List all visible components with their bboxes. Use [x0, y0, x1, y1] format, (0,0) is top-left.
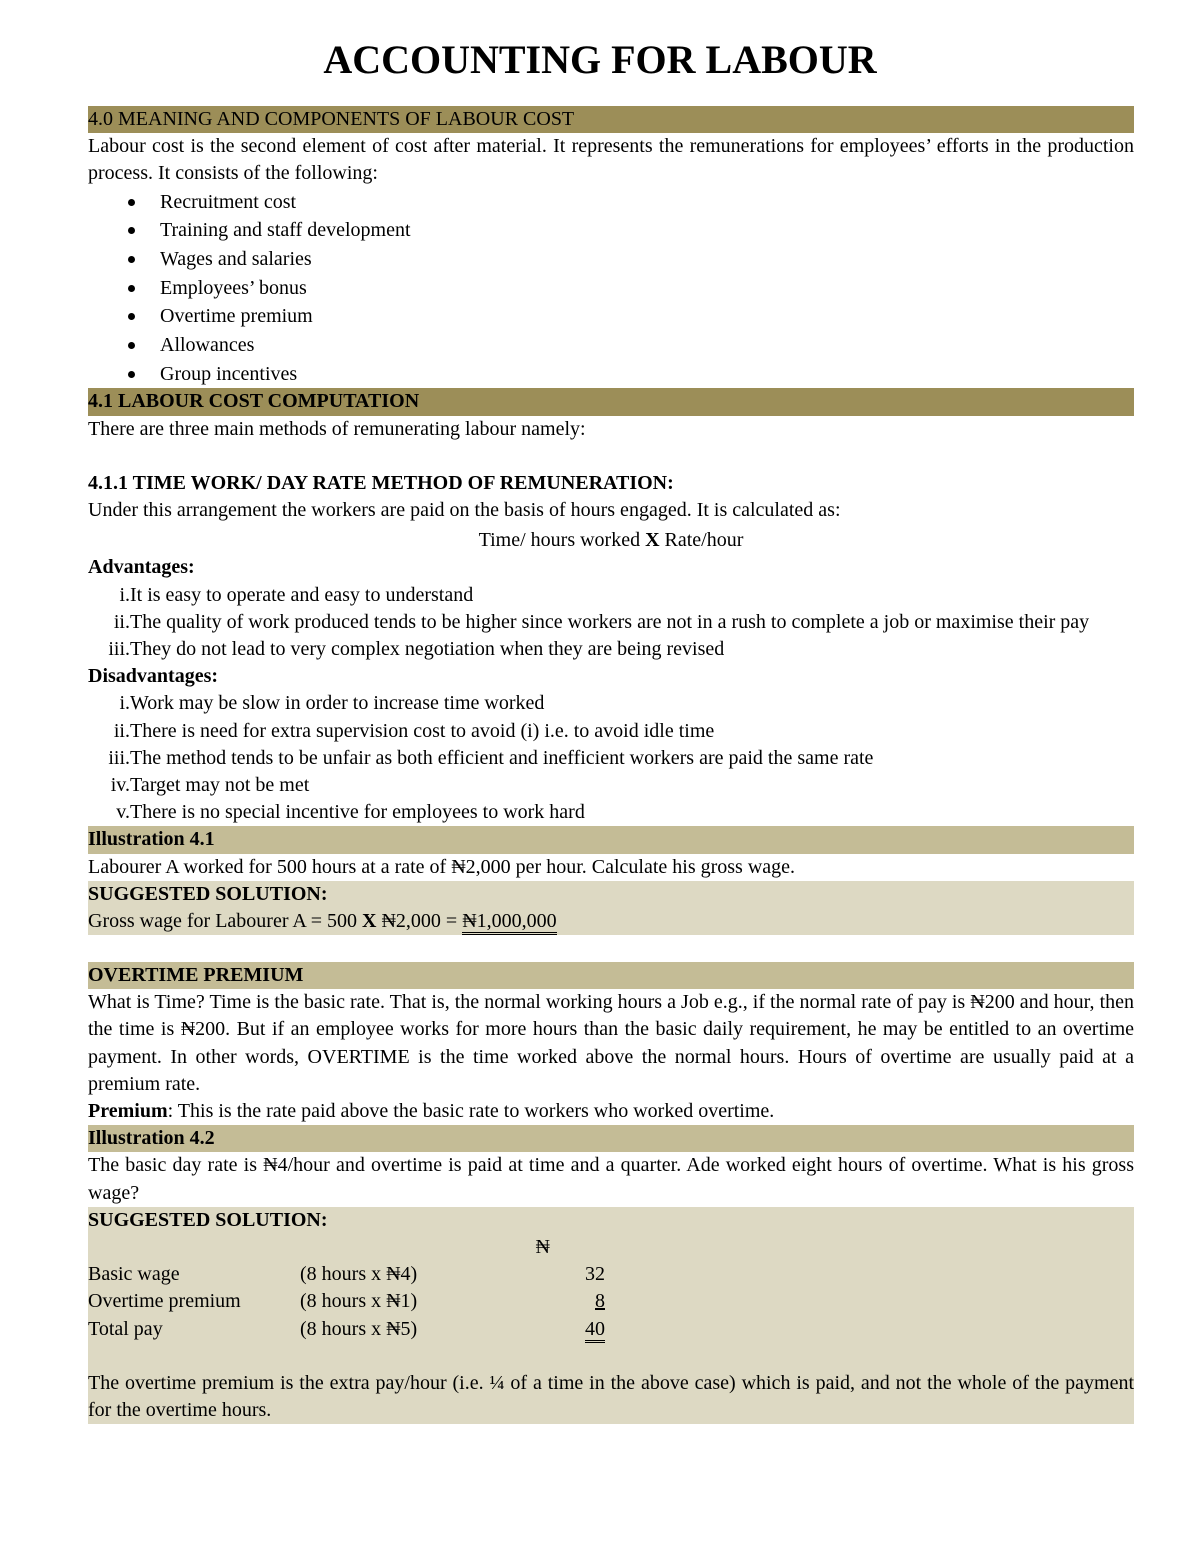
- table-row: Total pay (8 hours x ₦5) 40: [88, 1316, 1134, 1343]
- table-row: Basic wage (8 hours x ₦4) 32: [88, 1263, 605, 1286]
- illustration-4-1-text: Labourer A worked for 500 hours at a rate of ₦2,000 per hour. Calculate his gross wage.: [88, 855, 796, 878]
- illustration-4-2-text: The basic day rate is ₦4/hour and overtime is paid at time and a quarter. Ade worked eight hours of overtime. What is his gross wage?: [88, 1154, 1134, 1204]
- illustration-4-2-solution: [88, 1207, 1134, 1424]
- overtime-premium-note: The overtime premium is the extra pay/hour (i.e. ¼ of a time in the above case) which is paid, and not the whole of the payment for the overtime hours.: [88, 1371, 1134, 1422]
- list-item: i. It is easy to operate and easy to understand: [119, 583, 474, 606]
- solution-label: SUGGESTED SOLUTION:: [88, 1208, 328, 1231]
- list-item: Recruitment cost: [88, 188, 1134, 217]
- currency-symbol: ₦: [535, 1236, 550, 1259]
- section-heading-4-0: 4.0 MEANING AND COMPONENTS OF LABOUR COST: [88, 106, 1134, 133]
- list-item: Group incentives: [88, 360, 1134, 389]
- solution-label: SUGGESTED SOLUTION:: [88, 882, 328, 905]
- list-item: i. Work may be slow in order to increase time worked: [119, 692, 545, 715]
- overtime-premium-heading: OVERTIME PREMIUM: [88, 962, 1134, 989]
- labour-cost-components-list: [88, 188, 1134, 389]
- section-heading-4-1-1: 4.1.1 TIME WORK/ DAY RATE METHOD OF REMUNERATION:: [88, 471, 674, 494]
- time-work-formula: Time/ hours worked X Rate/hour: [478, 529, 744, 552]
- disadvantages-list: [88, 690, 1134, 826]
- overtime-text: What is Time? Time is the basic rate. That is, the normal working hours a Job e.g., if the normal rate of pay is ₦200 and hour, then the time is ₦200. But if an employee works for more hours than the basic daily requirement, he may be entitled to an overtime payment. In other words, OVERTIME is the time worked above the normal hours. Hours of overtime are usually paid at a premium rate.: [88, 991, 1134, 1095]
- table-row: Overtime premium (8 hours x ₦1) 8: [88, 1290, 605, 1313]
- list-item: ii. The quality of work produced tends to be higher since workers are not in a rush to complete a job or maximise their pay: [113, 610, 1090, 633]
- currency-header-row: [88, 1234, 1134, 1261]
- advantages-list: [88, 582, 1134, 664]
- list-item: v. There is no special incentive for employees to work hard: [116, 801, 585, 824]
- list-item: Overtime premium: [88, 302, 1134, 331]
- solution-result: ₦1,000,000: [462, 910, 556, 935]
- solution-line: Gross wage for Labourer A = 500 X ₦2,000 = ₦1,000,000: [88, 908, 1134, 935]
- list-item: Training and staff development: [88, 216, 1134, 245]
- list-item: ii. There is need for extra supervision cost to avoid (i) i.e. to avoid idle time: [113, 719, 715, 742]
- document-title: ACCOUNTING FOR LABOUR: [323, 37, 877, 82]
- illustration-4-1-heading: Illustration 4.1: [88, 826, 1134, 853]
- list-item: Allowances: [88, 331, 1134, 360]
- document-page: [88, 34, 1134, 1424]
- advantages-label: Advantages:: [88, 556, 195, 579]
- computation-intro: There are three main methods of remunerating labour namely:: [88, 417, 586, 440]
- premium-definition: Premium: This is the rate paid above the basic rate to workers who worked overtime.: [88, 1100, 775, 1123]
- list-item: Employees’ bonus: [88, 274, 1134, 303]
- disadvantages-label: Disadvantages:: [88, 665, 219, 688]
- list-item: iii. They do not lead to very complex negotiation when they are being revised: [108, 637, 725, 660]
- list-item: iii. The method tends to be unfair as both efficient and inefficient workers are paid the same rate: [108, 746, 874, 769]
- list-item: iv. Target may not be met: [110, 773, 310, 796]
- illustration-4-1-solution: [88, 881, 1134, 935]
- labour-cost-intro: Labour cost is the second element of cost after material. It represents the remunerations for employees’ efforts in the production process. It consists of the following:: [88, 135, 1134, 185]
- illustration-4-2-heading: Illustration 4.2: [88, 1125, 1134, 1152]
- section-heading-4-1: 4.1 LABOUR COST COMPUTATION: [88, 388, 1134, 415]
- time-work-intro: Under this arrangement the workers are paid on the basis of hours engaged. It is calculated as:: [88, 498, 841, 521]
- list-item: Wages and salaries: [88, 245, 1134, 274]
